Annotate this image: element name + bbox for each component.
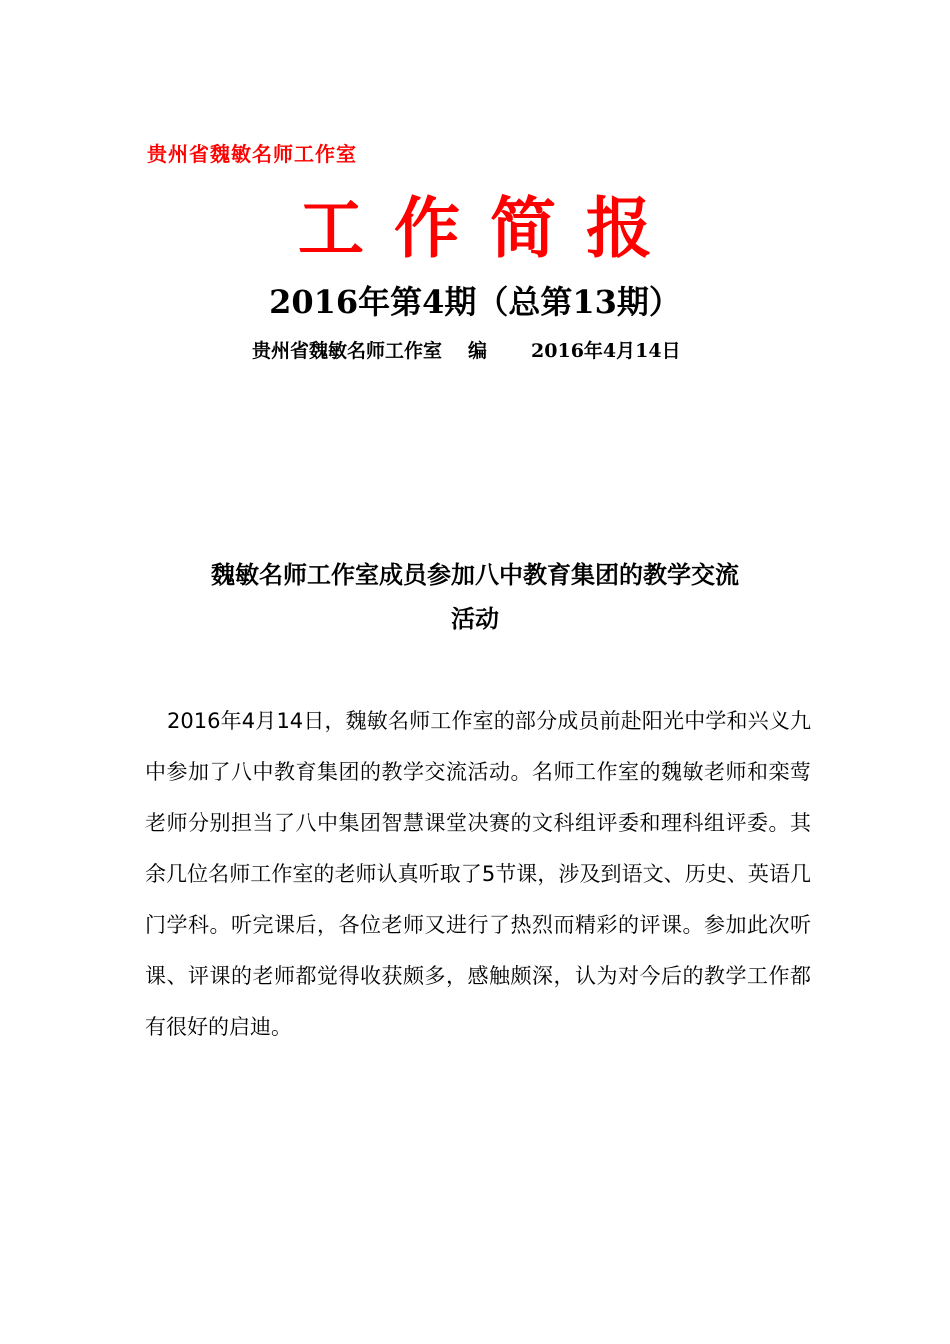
article-body: 2016年4月14日，魏敏名师工作室的部分成员前赴阳光中学和兴义九中参加了八中教育集团的教学交流活动。名师工作室的魏敏老师和栾莺老师分别担当了八中集团智慧课堂决赛的文科组评委和理科组评委。其余几位名师工作室的老师认真听取了5节课，涉及到语文、历史、英语几门学科。听完课后，各位老师又进行了热烈而精彩的评课。参加此次听课、评课的老师都觉得收获颇多，感触颇深，认为对今后的教学工作都有很好的启迪。	[145, 709, 811, 1039]
editor-name: 贵州省魏敏名师工作室	[252, 340, 443, 362]
article-title	[0, 553, 950, 641]
editor-line	[252, 338, 681, 364]
edit-label: 编	[468, 340, 488, 362]
bulletin-title: 工作简报	[298, 189, 682, 267]
publish-date: 2016年4月14日	[531, 340, 681, 362]
studio-name-label: 贵州省魏敏名师工作室	[147, 142, 357, 166]
article-title-line-2: 活动	[451, 605, 499, 633]
article-title-line-1: 魏敏名师工作室成员参加八中教育集团的教学交流	[211, 561, 739, 589]
issue-number: 2016年第4期（总第13期）	[269, 283, 681, 321]
